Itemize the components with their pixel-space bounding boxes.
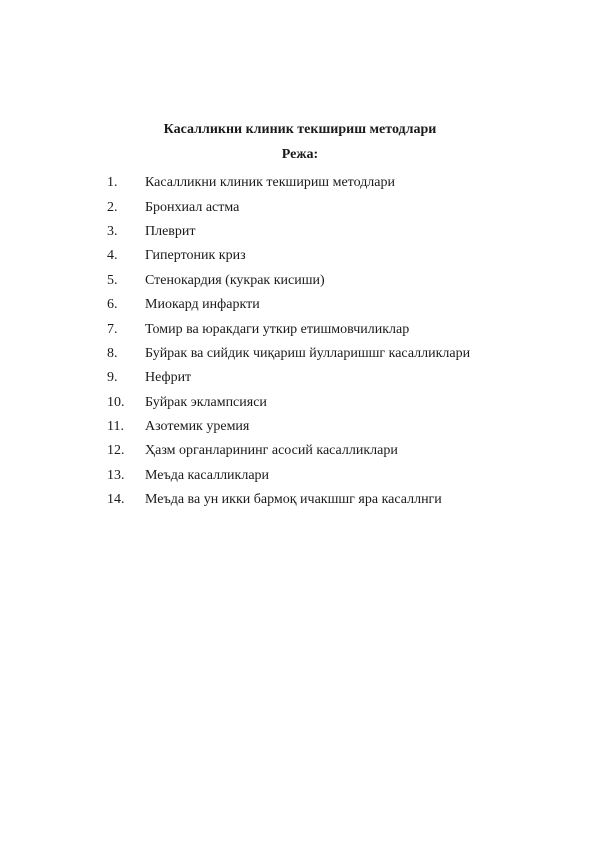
item-text: Ҳазм органларининг асосий касалликлари <box>145 443 398 459</box>
item-text: Томир ва юракдаги уткир етишмовчиликлар <box>145 321 410 337</box>
item-number: 8. <box>107 345 118 361</box>
item-number: 9. <box>107 370 118 386</box>
list-item <box>107 464 547 488</box>
list-item <box>107 220 547 244</box>
item-text: Буйрак эклампсияси <box>145 394 267 410</box>
list-item <box>107 439 547 463</box>
item-text: Миокард инфаркти <box>145 297 260 313</box>
item-text: Меъда ва ун икки бармоқ ичакшшг яра касаллнги <box>145 492 442 508</box>
item-number: 4. <box>107 248 118 264</box>
item-text: Гипертоник криз <box>145 248 246 264</box>
item-text: Бронхиал астма <box>145 199 240 215</box>
list-item <box>107 415 547 439</box>
item-number: 10. <box>107 394 125 410</box>
item-text: Нефрит <box>145 370 192 386</box>
item-number: 6. <box>107 297 118 313</box>
item-text: Касалликни клиник текшириш методлари <box>145 175 396 191</box>
item-number: 3. <box>107 223 118 239</box>
plan-heading: Режа: <box>281 147 319 162</box>
plan-list <box>107 171 547 512</box>
list-item <box>107 269 547 293</box>
list-item <box>107 366 547 390</box>
list-item <box>107 293 547 317</box>
list-item <box>107 195 547 219</box>
item-number: 13. <box>107 467 125 483</box>
item-number: 1. <box>107 175 118 191</box>
item-text: Плеврит <box>145 223 196 239</box>
item-number: 14. <box>107 492 125 508</box>
item-number: 7. <box>107 321 118 337</box>
list-item <box>107 391 547 415</box>
list-item <box>107 317 547 341</box>
item-number: 12. <box>107 443 125 459</box>
list-item <box>107 171 547 195</box>
item-number: 2. <box>107 199 118 215</box>
item-text: Меъда касалликлари <box>145 467 270 483</box>
list-item <box>107 488 547 512</box>
item-text: Азотемик уремия <box>145 419 250 435</box>
list-item <box>107 342 547 366</box>
item-text: Буйрак ва сийдик чиқариш йулларишшг касалликлари <box>145 345 471 361</box>
item-number: 5. <box>107 272 118 288</box>
item-number: 11. <box>107 419 124 435</box>
document-title: Касалликни клиник текшириш методлари <box>163 122 437 137</box>
item-text: Стенокардия (кукрак кисиши) <box>145 272 325 288</box>
list-item <box>107 244 547 268</box>
